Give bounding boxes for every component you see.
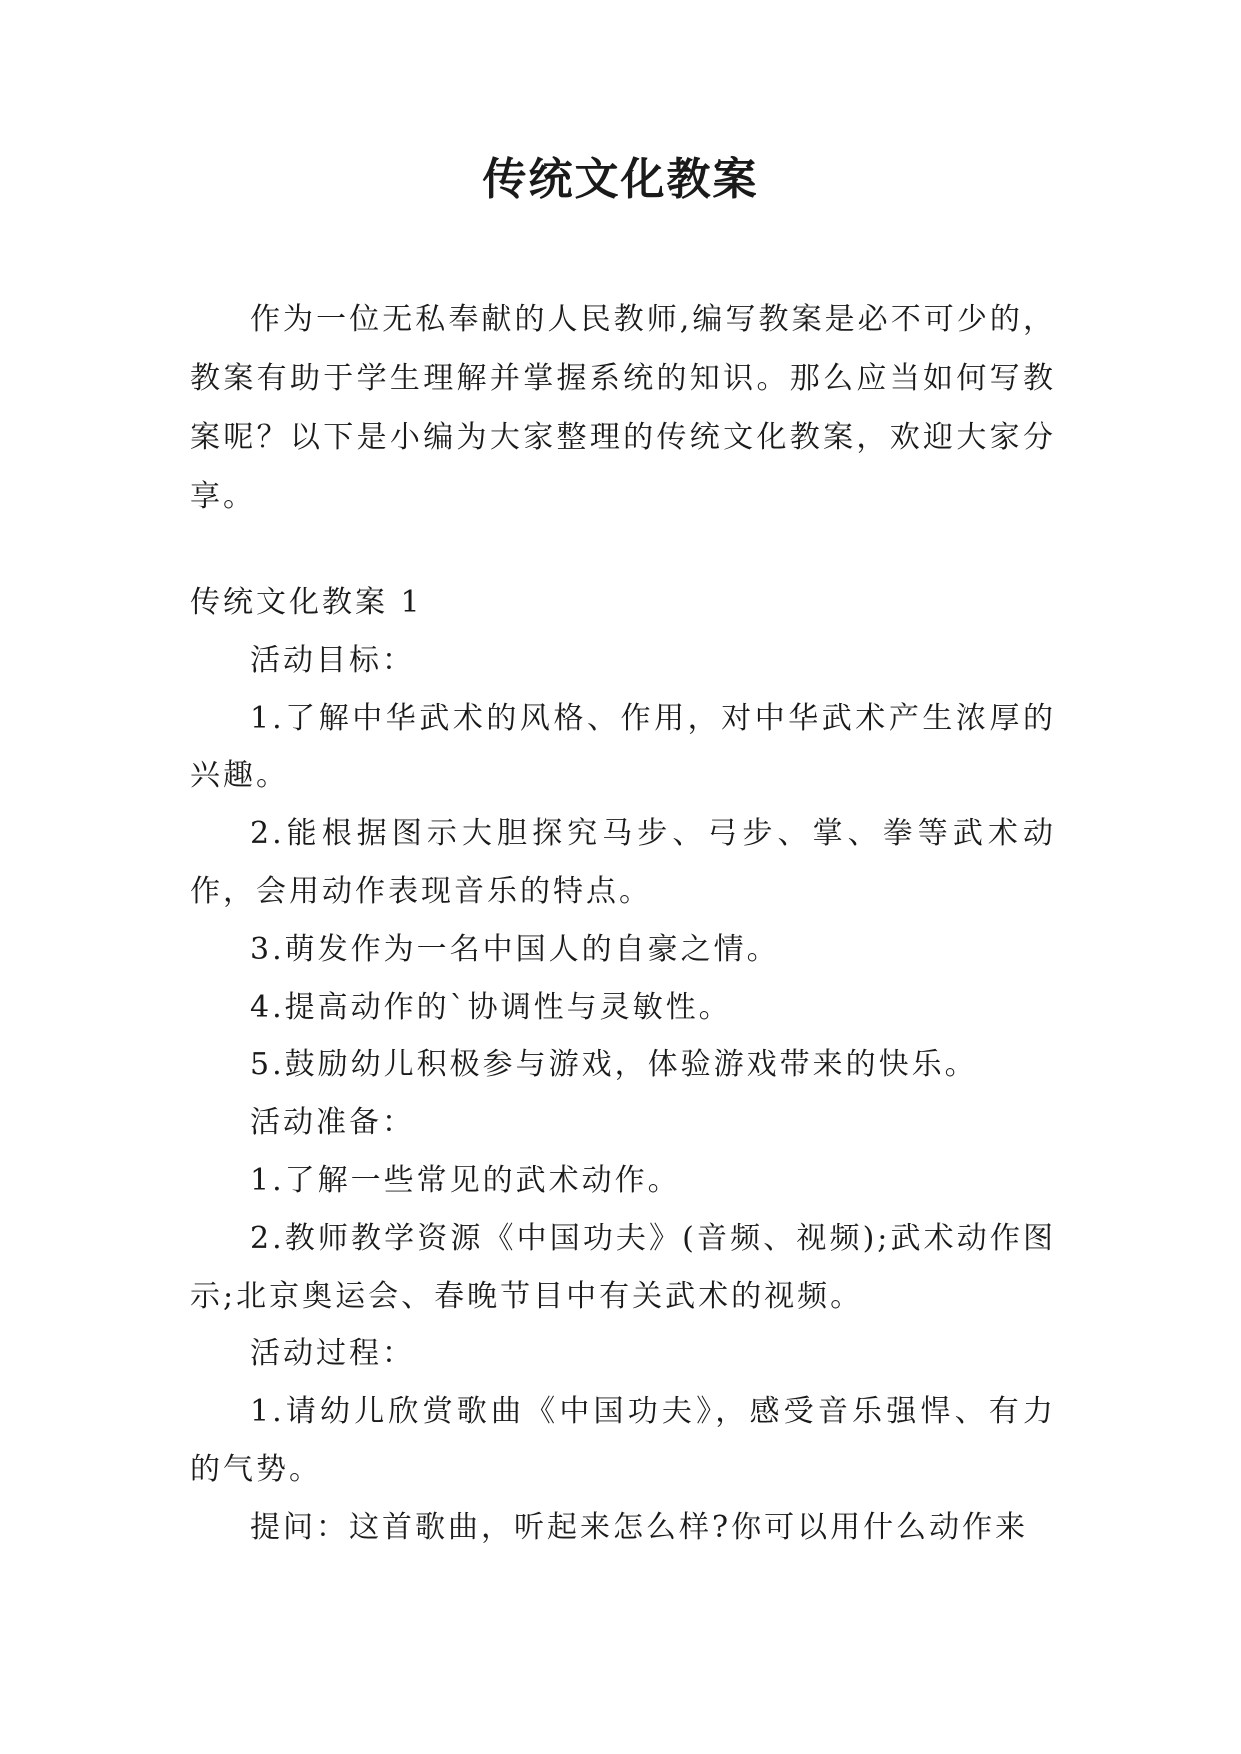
paragraph-preparation-1: 1.了解一些常见的武术动作。 [250, 1162, 681, 1198]
paragraph-goal-2: 2.能根据图示大胆探究马步、弓步、掌、拳等武术动作，会用动作表现音乐的特点。 [190, 816, 1056, 909]
paragraph-goal-1: 1.了解中华武术的风格、作用，对中华武术产生浓厚的兴趣。 [190, 700, 1056, 794]
paragraph-preparation-label: 活动准备： [250, 1105, 415, 1141]
intro-paragraph: 作为一位无私奉献的人民教师,编写教案是必不可少的，教案有助于学生理解并掌握系统的知识。那么应当如何写教案呢？以下是小编为大家整理的传统文化教案，欢迎大家分享。 [190, 302, 1056, 514]
paragraph-question: 提问：这首歌曲，听起来怎么样?你可以用什么动作来 [250, 1509, 1029, 1545]
paragraph-goal-4: 4.提高动作的`协调性与灵敏性。 [250, 989, 732, 1025]
paragraph-goal-3: 3.萌发作为一名中国人的自豪之情。 [250, 931, 780, 967]
paragraph-preparation-2: 2.教师教学资源《中国功夫》(音频、视频);武术动作图示;北京奥运会、春晚节目中有关武术的视频。 [190, 1220, 1056, 1314]
lesson-content [190, 574, 1056, 1557]
section-heading: 传统文化教案 1 [190, 585, 423, 620]
paragraph-goal-5: 5.鼓励幼儿积极参与游戏，体验游戏带来的快乐。 [250, 1047, 978, 1083]
paragraph-process-1: 1.请幼儿欣赏歌曲《中国功夫》，感受音乐强悍、有力的气势。 [190, 1394, 1056, 1487]
paragraph-goals-label: 活动目标： [250, 642, 415, 678]
document-title: 传统文化教案 [482, 154, 759, 205]
paragraph-process-label: 活动过程： [250, 1336, 415, 1372]
intro-block [190, 290, 1056, 526]
